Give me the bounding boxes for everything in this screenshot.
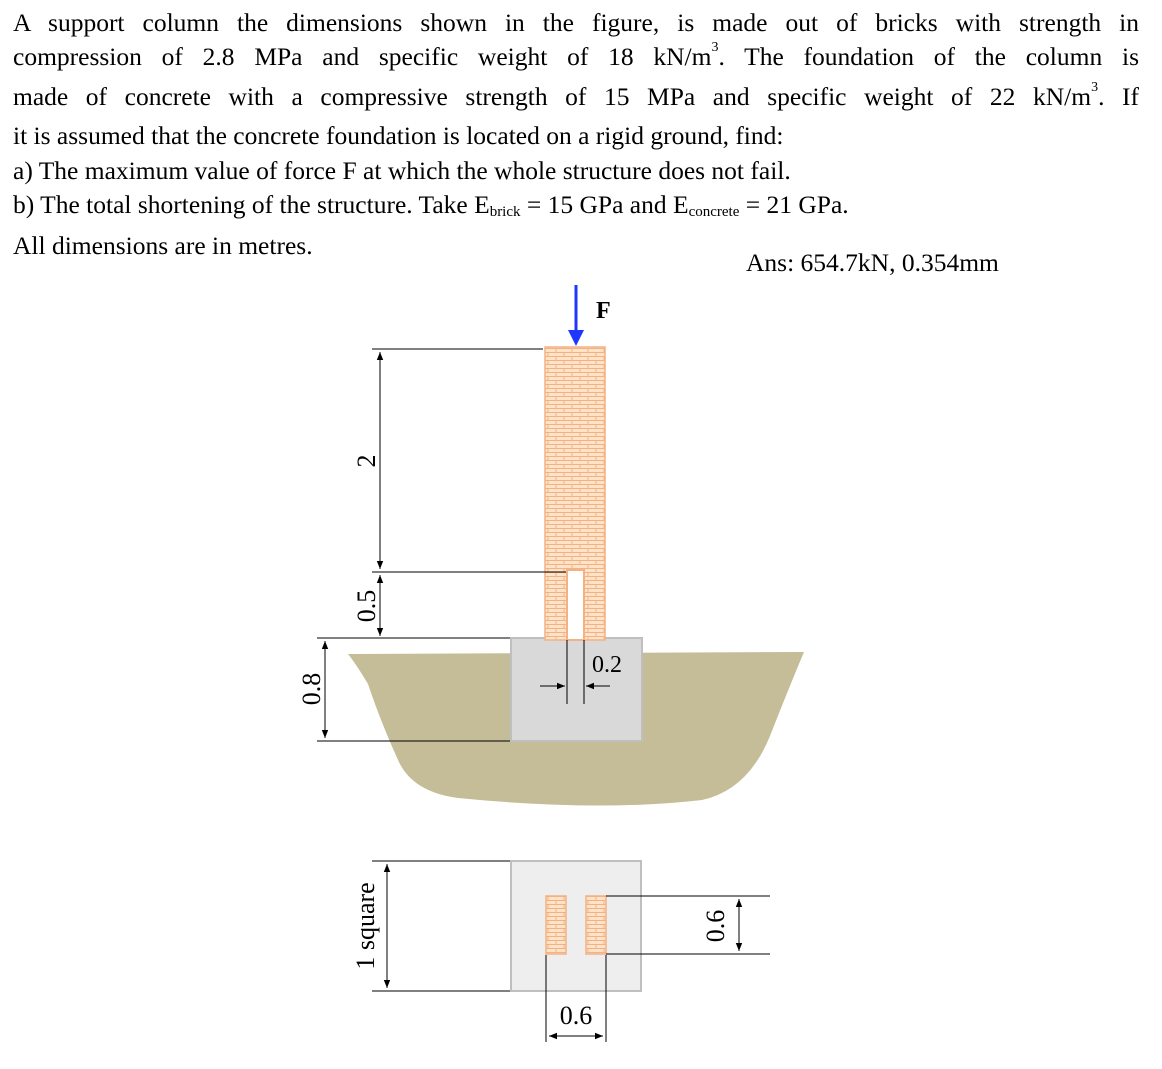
- line-3-text: made of concrete with a compressive strength of 15 MPa and specific weight of 22 kN/m: [13, 81, 1092, 111]
- dim-slot-depth: 0.5: [352, 589, 381, 623]
- cubed-superscript: 3: [711, 40, 719, 56]
- concrete-subscript: concrete: [688, 204, 740, 221]
- dim-column-height: 2: [352, 454, 381, 468]
- force-label: F: [596, 298, 611, 324]
- line-2-tail: . The foundation of the column is: [718, 42, 1139, 72]
- part-b-text: b) The total shortening of the structure. Take E: [13, 190, 490, 220]
- column-slot: [567, 570, 584, 640]
- dimensions-note: All dimensions are in metres.: [13, 231, 313, 261]
- brick-plan-left: [546, 896, 566, 954]
- dim-column-width: 0.6: [559, 1001, 593, 1030]
- part-b-tail: = 21 GPa.: [739, 190, 849, 220]
- line-3-tail: . If: [1098, 81, 1140, 111]
- part-b-mid: = 15 GPa and E: [520, 190, 689, 220]
- dim-foundation-depth: 0.8: [297, 672, 326, 706]
- force-arrow: [568, 285, 584, 346]
- base-plan: [511, 861, 641, 991]
- brick-plan-right: [586, 896, 606, 954]
- problem-line-4: it is assumed that the concrete foundation is located on a rigid ground, find:: [13, 121, 784, 151]
- line-2-text: compression of 2.8 MPa and specific weight of 18 kN/m: [13, 42, 712, 72]
- question-part-a: a) The maximum value of force F at which the whole structure does not fail.: [13, 155, 791, 185]
- answer-text: Ans: 654.7kN, 0.354mm: [746, 248, 999, 277]
- dim-column-depth: 0.6: [701, 909, 730, 943]
- brick-subscript: brick: [489, 204, 521, 221]
- concrete-foundation: [511, 638, 642, 741]
- dim-slot-width: 0.2: [592, 652, 622, 678]
- dim-base-size: 1 square: [351, 882, 380, 970]
- cubed-superscript: 3: [1091, 79, 1099, 95]
- problem-line-1: A support column the dimensions shown in the figure, is made out of bricks with strength in: [13, 8, 1139, 37]
